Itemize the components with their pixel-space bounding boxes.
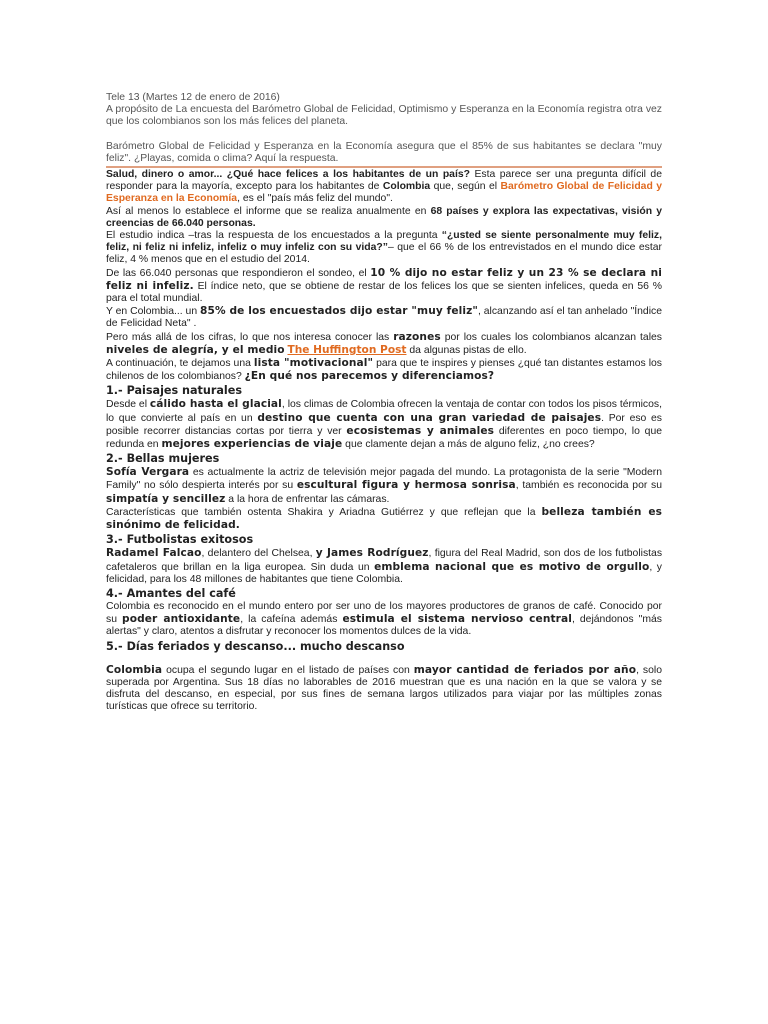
section-2-heading: 2.- Bellas mujeres — [106, 452, 220, 466]
section-1-text: Desde el cálido hasta el glacial, los climas de Colombia ofrecen la ventaja de contar con todos los pisos térmicos, lo que convierte al país en un destino que cuenta con una gran variedad de paisajes. Por eso es posible recorrer distancias cortas por tierra y ver ecosistemas y animales diferentes en poco tiempo, lo que redunda en mejores experiencias de viaje que clamente dejan a más de alguno feliz, ¿no crees? — [106, 398, 663, 451]
paragraph-7: A continuación, te dejamos una lista "motivacional" para que te inspires y pienses ¿qué tan distantes estamos los chilenos de los colombianos? ¿En qué nos parecemos y diferenciamos? — [106, 357, 662, 383]
paragraph-6: Pero más allá de los cifras, lo que nos interesa conocer las razones por los cuales los colombianos alcanzan tales niveles de alegría, y el medio The Huffington Post da algunas pistas de ello. — [106, 330, 662, 356]
paragraph-5: Y en Colombia... un 85% de los encuestados dijo estar "muy feliz", alcanzando así el tan anhelado "Índice de Felicidad Neta" . — [106, 305, 662, 330]
paragraph-2: Así al menos lo establece el informe que se realiza anualmente en 68 países y explora las expectativas, visión y creencias de 66.040 personas. — [106, 205, 663, 229]
section-5-text: Colombia ocupa el segundo lugar en el listado de países con mayor cantidad de feriados por año, solo superada por Argentina. Sus 18 días no laborables de 2016 muestran que es una nación en la que se valora y se disfruta del descanso, en especial, por sus fines de semana largos utilizados para viajar por las múltiples zonas turísticas que ofrece su territorio. — [106, 663, 662, 713]
document-page — [106, 92, 662, 713]
source-line: Tele 13 (Martes 12 de enero de 2016) — [106, 92, 280, 103]
section-3-text: Radamel Falcao, delantero del Chelsea, y James Rodríguez, figura del Real Madrid, son dos de los futbolistas cafetaleros que brillan en la liga europea. Sin duda un emblema nacional que es motivo de orgullo, y felicidad, para los 48 millones de habitantes que tiene Colombia. — [106, 547, 663, 585]
section-4-text: Colombia es reconocido en el mundo entero por ser uno de los mayores productores de granos de café. Conocido por su poder antioxidante, la cafeína además estimula el sistema nervioso central, dejándonos "más alertas" y claro, atentos a disfrutar y reconocer los momentos dulces de la vida. — [106, 600, 662, 638]
section-1-heading: 1.- Paisajes naturales — [106, 384, 243, 398]
section-4-heading: 4.- Amantes del café — [106, 586, 236, 600]
section-3-heading: 3.- Futbolistas exitosos — [106, 533, 254, 547]
summary-paragraph: Barómetro Global de Felicidad y Esperanza en la Economía asegura que el 85% de sus habitantes se declara "muy feliz". ¿Playas, comida o clima? Aquí la respuesta. — [106, 140, 662, 164]
section-5-heading: 5.- Días feriados y descanso... mucho descanso — [106, 639, 405, 653]
paragraph-1: Salud, dinero o amor... ¿Qué hace felices a los habitantes de un país? Esta parece ser una pregunta difícil de responder para la mayoría, excepto para los habitantes de Colombia que, según el Barómetro Global de Felicidad y Esperanza en la Economía, es el "país más feliz del mundo". — [106, 169, 662, 205]
paragraph-4: De las 66.040 personas que respondieron el sondeo, el 10 % dijo no estar feliz y un 23 % se declara ni feliz ni infeliz. El índice neto, que se obtiene de restar de los felices los que se sienten infelices, queda en 56 % para el total mundial. — [106, 266, 663, 305]
article-body — [106, 169, 662, 713]
paragraph-3: El estudio indica –tras la respuesta de los encuestados a la pregunta “¿usted se siente personalmente muy feliz, feliz, ni feliz ni infeliz, infeliz o muy infeliz con su vida?”– que el 66 % de los entrevistados en el mundo dice estar feliz, 4 % menos que en el estudio del 2014. — [106, 230, 663, 266]
section-2-text: Sofía Vergara es actualmente la actriz de televisión mejor pagada del mundo. La protagonista de la serie "Modern Family" no sólo despierta interés por su escultural figura y hermosa sonrisa, también es reconocida por su simpatía y sencillez a la hora de enfrentar las cámaras. — [106, 466, 662, 505]
huffington-post-link[interactable]: The Huffington Post — [287, 343, 407, 356]
section-2-text-2: Características que también ostenta Shakira y Ariadna Gutiérrez y que reflejan que la belleza también es sinónimo de felicidad. — [106, 505, 663, 532]
divider — [106, 166, 662, 168]
article-header — [106, 92, 662, 165]
intro-paragraph: A propósito de La encuesta del Barómetro Global de Felicidad, Optimismo y Esperanza en la Economía registra otra vez que los colombianos son los más felices del planeta. — [106, 104, 662, 128]
